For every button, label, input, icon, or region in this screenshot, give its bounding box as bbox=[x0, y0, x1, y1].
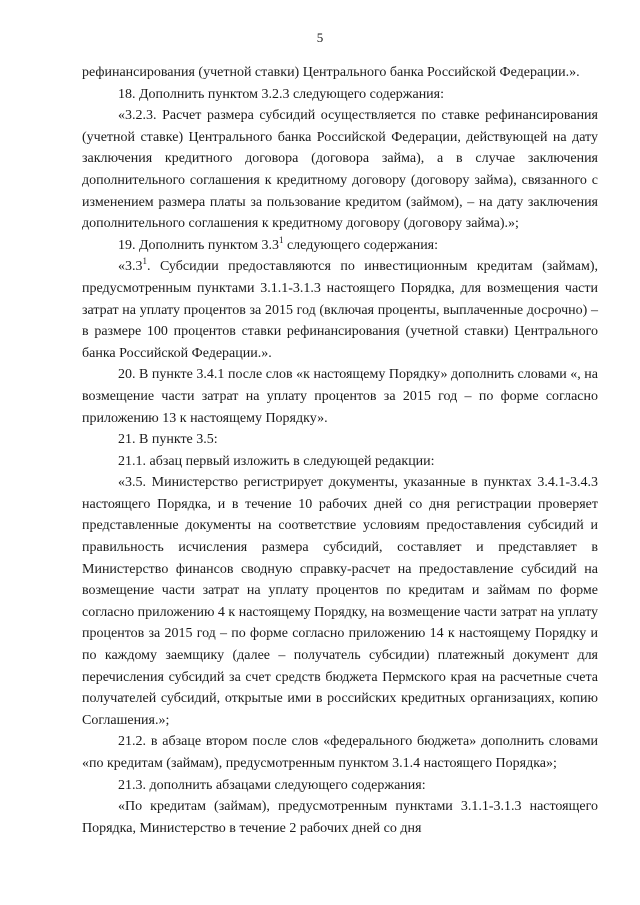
paragraph: 20. В пункте 3.4.1 после слов «к настоящему Порядку» дополнить словами «, на возмещение части затрат на уплату процентов за 2015 год – по форме согласно приложению 13 к настоящему Порядку». bbox=[82, 367, 598, 426]
paragraph: 18. Дополнить пунктом 3.2.3 следующего содержания: bbox=[118, 86, 445, 102]
paragraph: «3.5. Министерство регистрирует документы, указанные в пунктах 3.4.1-3.4.3 настоящего Порядка, и в течение 10 рабочих дней со дня регистрации проверяет представленные документы на соответствие условиям предоставления субсидий и правильность исчисления размера субсидий, составляет и представляет в Министерство финансов сводную справку-расчет на предоставление субсидий на возмещение части затрат на уплату процентов по кредитам и займам по форме согласно приложению 4 к настоящему Порядку, на возмещение части затрат на уплату процентов за 2015 год – по форме согласно приложению 14 к настоящему Порядку и по каждому заемщику (далее – получатель субсидии) платежный документ для перечисления субсидий за счет средств бюджета Пермского края на расчетные счета получателей субсидий, открытые ими в российских кредитных организациях, копию Соглашения.»; bbox=[82, 475, 598, 728]
paragraph: «$3.3^1$. Субсидии предоставляются по инвестиционным кредитам (займам), предусмотренным пунктами 3.1.1-3.1.3 настоящего Порядка, для возмещения части затрат на уплату процентов за 2015 год (включая проценты, выплаченные досрочно) – в размере 100 процентов ставки рефинансирования (учетной ставки) Центрального банка Российской Федерации.». bbox=[82, 256, 598, 361]
paragraph: 21.3. дополнить абзацами следующего содержания: bbox=[118, 777, 426, 793]
paragraph: «По кредитам (займам), предусмотренным пунктами 3.1.1-3.1.3 настоящего Порядка, Министерство в течение 2 рабочих дней со дня bbox=[82, 799, 598, 836]
paragraph: 19. Дополнить пунктом $3.3^1$ следующего содержания: bbox=[118, 234, 439, 253]
paragraph: 21.2. в абзаце втором после слов «федерального бюджета» дополнить словами «по кредитам (займам), предусмотренным пунктом 3.1.4 настоящего Порядка»; bbox=[82, 734, 598, 771]
paragraph: 21.1. абзац первый изложить в следующей редакции: bbox=[118, 453, 435, 469]
document-body bbox=[82, 62, 598, 839]
page-number: 5 bbox=[316, 30, 324, 45]
paragraph: 21. В пункте 3.5: bbox=[118, 432, 218, 448]
paragraph: рефинансирования (учетной ставки) Центрального банка Российской Федерации.». bbox=[82, 65, 580, 80]
paragraph: «3.2.3. Расчет размера субсидий осуществляется по ставке рефинансирования (учетной ставке) Центрального банка Российской Федерации, действующей на дату заключения кредитного договора (договора займа), а в случае заключения дополнительного соглашения к кредитному договору (договору займа), связанного с изменением размера платы за пользование кредитом (займом), – на дату заключения дополнительного соглашения к кредитному договору (договору займа).»; bbox=[82, 108, 598, 232]
